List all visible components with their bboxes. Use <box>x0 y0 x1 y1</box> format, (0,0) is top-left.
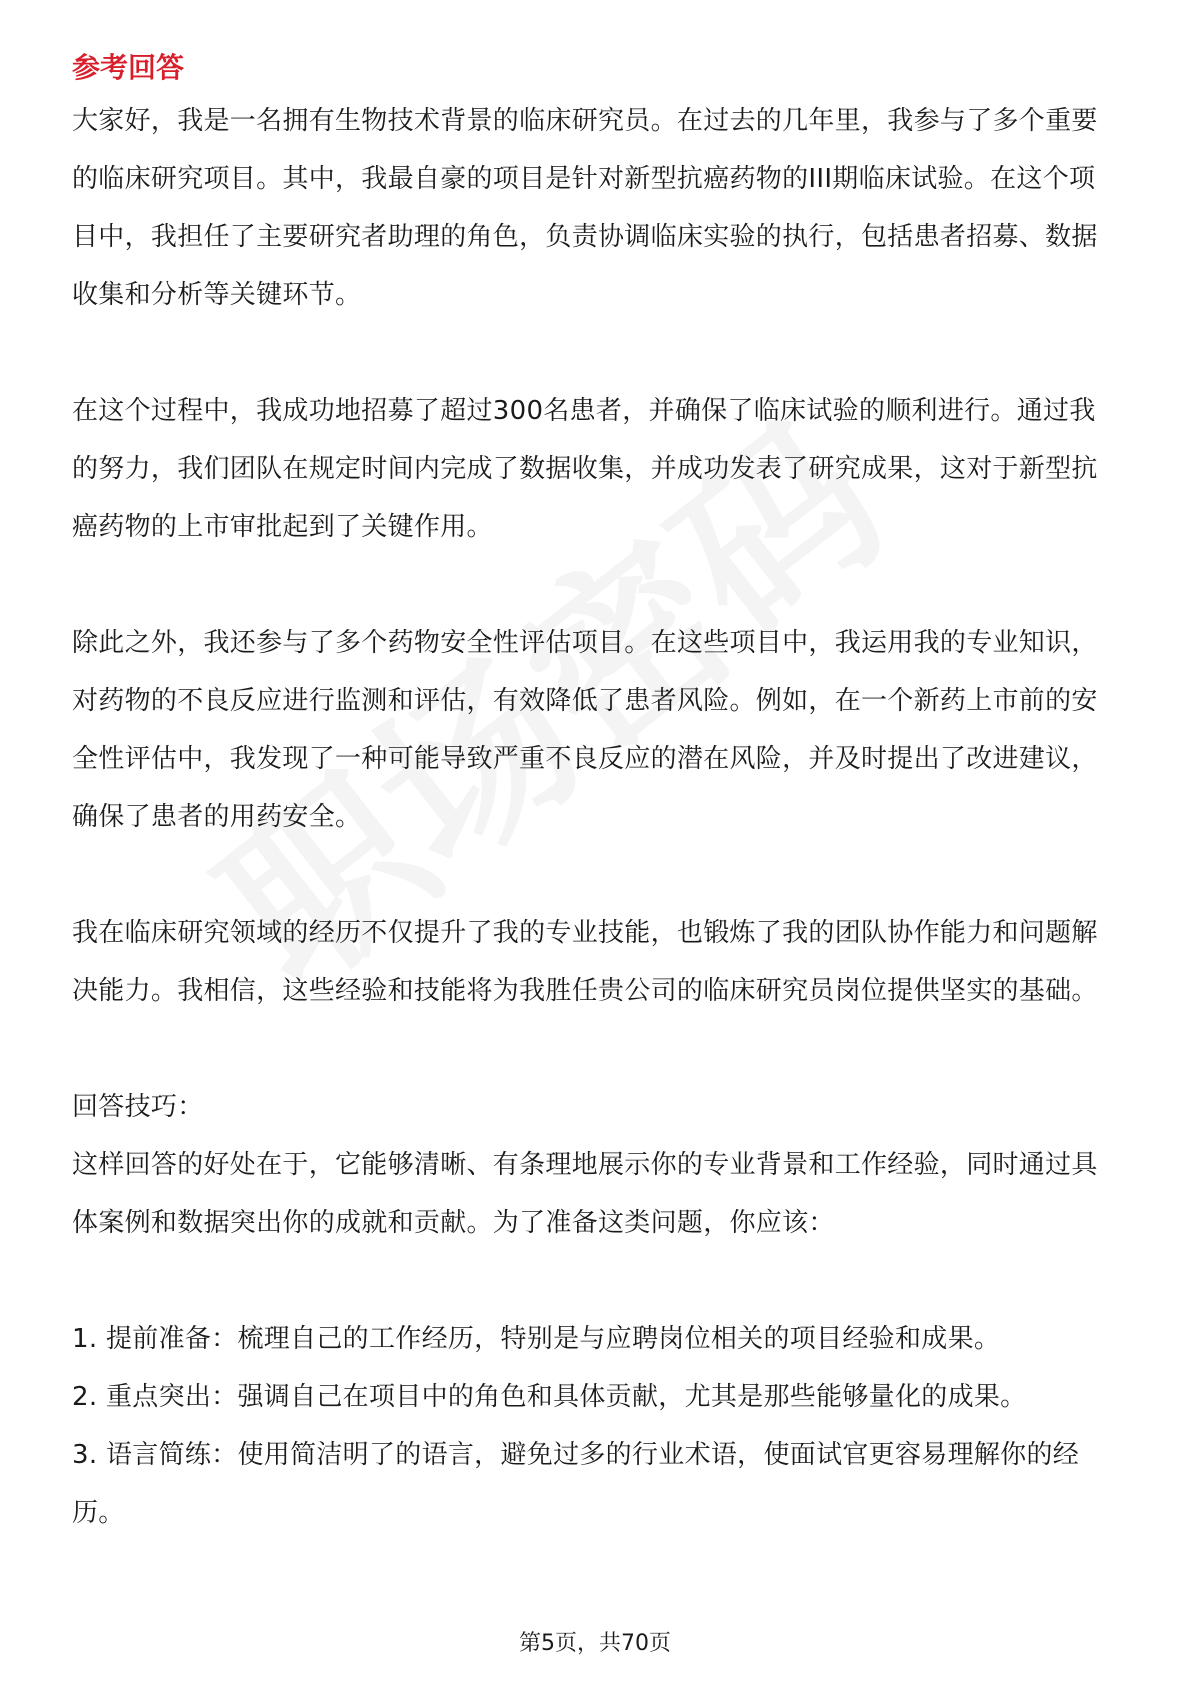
tips-label: 回答技巧： <box>72 1092 204 1122</box>
answer-paragraph-3: 除此之外，我还参与了多个药物安全性评估项目。在这些项目中，我运用我的专业知识，对药物的不良反应进行监测和评估，有效降低了患者风险。例如，在一个新药上市前的安全性评估中，我发现了一种可能导致严重不良反应的潜在风险，并及时提出了改进建议，确保了患者的用药安全。 <box>72 628 1098 832</box>
paragraph-gap <box>72 846 1118 904</box>
page-number: 第5页，共70页 <box>519 1631 671 1656</box>
tip-item-1: 1. 提前准备：梳理自己的工作经历，特别是与应聘岗位相关的项目经验和成果。 <box>72 1324 1001 1354</box>
paragraph-gap <box>72 324 1118 382</box>
answer-paragraph-2: 在这个过程中，我成功地招募了超过300名患者，并确保了临床试验的顺利进行。通过我的努力，我们团队在规定时间内完成了数据收集，并成功发表了研究成果，这对于新型抗癌药物的上市审批起到了关键作用。 <box>72 396 1098 542</box>
tips-intro: 这样回答的好处在于，它能够清晰、有条理地展示你的专业背景和工作经验，同时通过具体案例和数据突出你的成就和贡献。为了准备这类问题，你应该： <box>72 1150 1098 1238</box>
paragraph-gap <box>72 1020 1118 1078</box>
answer-paragraph-4: 我在临床研究领域的经历不仅提升了我的专业技能，也锻炼了我的团队协作能力和问题解决能力。我相信，这些经验和技能将为我胜任贵公司的临床研究员岗位提供坚实的基础。 <box>72 918 1098 1006</box>
answer-paragraph-1: 大家好，我是一名拥有生物技术背景的临床研究员。在过去的几年里，我参与了多个重要的临床研究项目。其中，我最自豪的项目是针对新型抗癌药物的III期临床试验。在这个项目中，我担任了主要研究者助理的角色，负责协调临床实验的执行，包括患者招募、数据收集和分析等关键环节。 <box>72 106 1098 310</box>
tip-item-3: 3. 语言简练：使用简洁明了的语言，避免过多的行业术语，使面试官更容易理解你的经历。 <box>72 1440 1080 1528</box>
paragraph-gap <box>72 556 1118 614</box>
tip-item-2: 2. 重点突出：强调自己在项目中的角色和具体贡献，尤其是那些能够量化的成果。 <box>72 1382 1027 1412</box>
document-page <box>72 48 1118 1542</box>
paragraph-gap <box>72 1252 1118 1310</box>
section-heading: 参考回答 <box>72 51 185 84</box>
